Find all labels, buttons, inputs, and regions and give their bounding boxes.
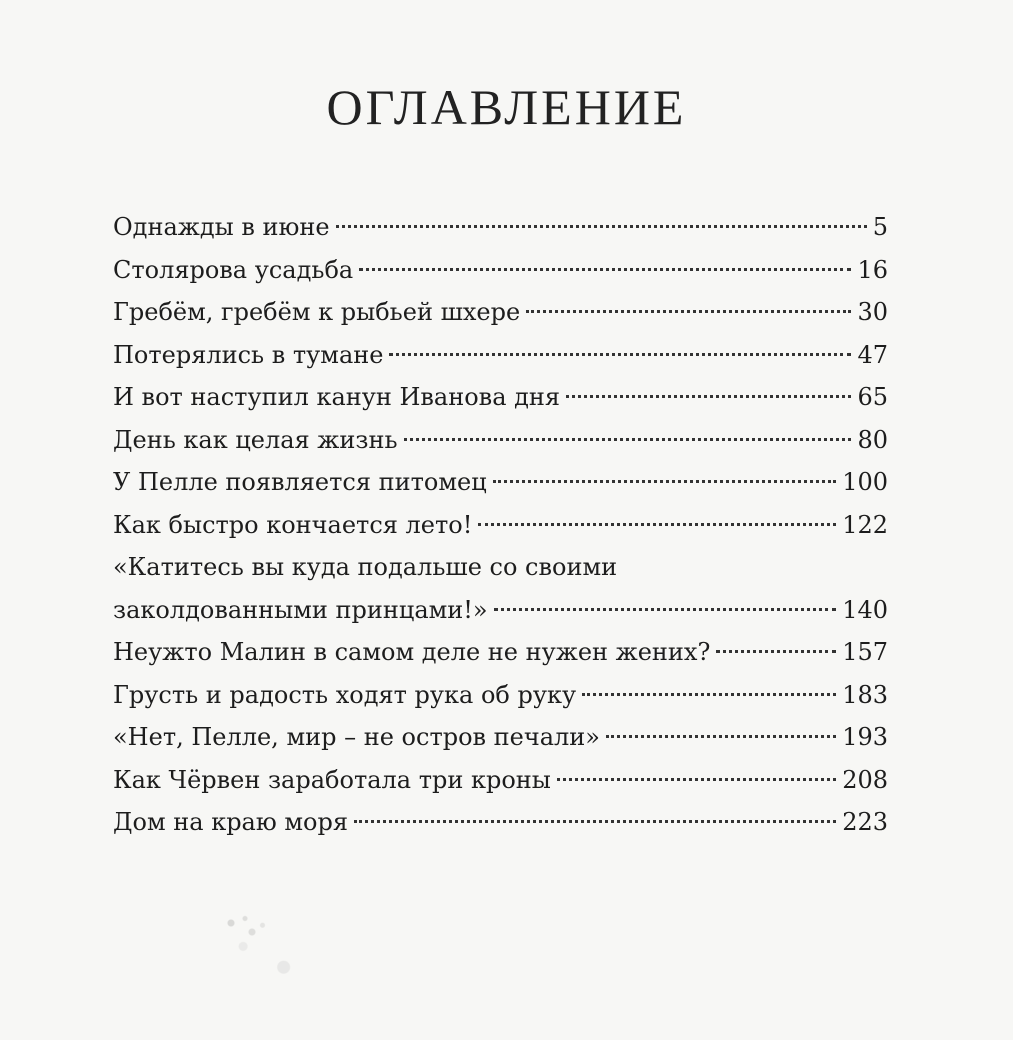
toc-entry	[113, 334, 888, 377]
toc-entry-title: «Нет, Пелле, мир – не остров печали»	[113, 723, 600, 751]
page-title: ОГЛАВЛЕНИЕ	[326, 79, 687, 135]
dot-leader	[359, 268, 851, 271]
toc-entry-page: 157	[842, 638, 888, 666]
toc-entry-title: Столярова усадьба	[113, 255, 354, 284]
dot-leader	[493, 480, 837, 483]
dot-leader	[478, 523, 836, 526]
toc-entry-page: 208	[842, 765, 888, 794]
toc-entry-page: 5	[872, 213, 888, 241]
toc-entry-page: 140	[842, 595, 888, 624]
dot-leader	[354, 820, 836, 823]
toc-entry-page: 30	[857, 298, 888, 326]
toc-entry-title: Неужто Малин в самом деле не нужен жених?	[113, 638, 711, 666]
toc-entry-title-line1: «Катитесь вы куда подальше со своими	[113, 553, 618, 581]
toc-entry-title: Грусть и радость ходят рука об руку	[113, 680, 577, 709]
toc-entry-title: И вот наступил канун Иванова дня	[113, 383, 561, 411]
toc-entry-title: У Пелле появляется питомец	[113, 468, 487, 496]
dot-leader	[557, 778, 836, 781]
table-of-contents	[113, 206, 888, 844]
toc-entry-page: 80	[857, 425, 888, 454]
toc-entry-title: Гребём, гребём к рыбьей шхере	[113, 298, 521, 326]
dot-leader	[336, 225, 867, 228]
toc-entry	[113, 291, 888, 334]
toc-entry	[113, 716, 888, 759]
toc-entry-title: Однажды в июне	[113, 213, 330, 241]
toc-entry-page: 65	[857, 383, 888, 411]
toc-entry-title: День как целая жизнь	[113, 425, 398, 454]
dot-leader	[526, 310, 851, 313]
toc-entry	[113, 631, 888, 674]
toc-entry	[113, 504, 888, 547]
toc-entry-title: Как Чёрвен заработала три кроны	[113, 765, 551, 794]
toc-entry	[113, 674, 888, 717]
toc-entry	[113, 589, 888, 632]
toc-entry-page: 47	[857, 340, 888, 369]
dot-leader	[606, 735, 836, 738]
toc-entry	[113, 461, 888, 504]
toc-entry-page: 183	[842, 680, 888, 709]
toc-entry	[113, 206, 888, 249]
toc-entry-page: 223	[842, 808, 888, 836]
toc-entry	[113, 801, 888, 844]
toc-entry-page: 193	[842, 723, 888, 751]
dot-leader	[566, 395, 851, 398]
toc-entry-line1	[113, 546, 888, 589]
dot-leader	[494, 608, 837, 611]
dot-leader	[404, 438, 852, 441]
toc-entry-title: заколдованными принцами!»	[113, 595, 488, 624]
toc-entry-title: Как быстро кончается лето!	[113, 510, 473, 539]
toc-entry-page: 122	[842, 510, 888, 539]
dot-leader	[582, 693, 836, 696]
toc-entry-page: 100	[842, 468, 888, 496]
toc-entry	[113, 759, 888, 802]
toc-entry	[113, 419, 888, 462]
paper-smudge	[210, 905, 280, 950]
dot-leader	[389, 353, 851, 356]
toc-entry-title: Дом на краю моря	[113, 808, 349, 836]
toc-entry	[113, 376, 888, 419]
toc-entry-page: 16	[857, 255, 888, 284]
dot-leader	[716, 650, 836, 653]
toc-entry-title: Потерялись в тумане	[113, 340, 384, 369]
toc-entry	[113, 249, 888, 292]
